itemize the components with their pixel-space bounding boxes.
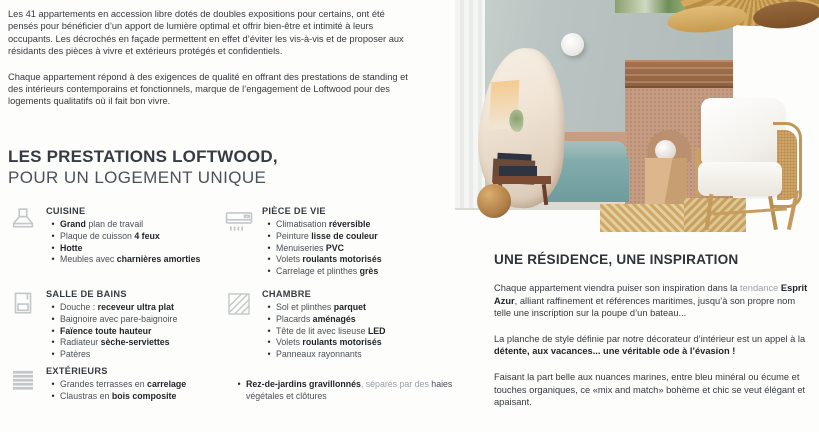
list-item	[46, 254, 220, 266]
list-item	[262, 254, 458, 266]
bullet-icon: •	[51, 390, 55, 401]
text-segment: Volets	[276, 337, 303, 348]
section-title-salle-de-bains: SALLE DE BAINS	[46, 289, 127, 299]
text-segment: Chaque appartement viendra puiser son inspiration dans la	[494, 283, 741, 293]
text-segment: Radiateur	[60, 337, 101, 348]
inspiration-paragraph-1	[494, 282, 814, 320]
kitchen-hood-icon	[8, 206, 38, 236]
prestations-title-line2: POUR UN LOGEMENT UNIQUE	[8, 168, 267, 187]
list-item-text	[60, 302, 174, 314]
bullet-icon: •	[267, 230, 271, 241]
bullet-icon: •	[51, 230, 55, 241]
text-segment: Plaque de cuisson	[60, 230, 135, 241]
bullet-icon: •	[267, 349, 271, 360]
inspiration-paragraph-2	[494, 333, 814, 358]
text-segment: Baignoire avec pare-baignoire	[60, 313, 178, 324]
list-item-text	[60, 254, 200, 266]
text-segment: Esprit Azur	[494, 283, 808, 306]
section-title-chambre: CHAMBRE	[262, 289, 312, 299]
air-conditioner-icon	[224, 206, 254, 236]
section-exterieurs	[8, 366, 460, 403]
list-item-text	[60, 243, 82, 255]
text-segment: Sol et plinthes	[276, 302, 334, 312]
intro-paragraph-1: Les 41 appartements en accession libre dotés de doubles expositions pour certains, ont été pensés pour bénéficier d’un apport de lumière optimal et offrir bien-être et intimité à leurs occupants. Les décrochés en façade permettent en effet d’éviter les vis-à-vis et de proposer aux résidants des pièces à vivre et extérieurs protégés et confidentiels.	[8, 9, 404, 57]
list-item	[46, 314, 220, 326]
section-title-exterieurs: EXTÉRIEURS	[46, 366, 108, 376]
section-title-cuisine: CUISINE	[46, 206, 86, 216]
list-item	[262, 349, 458, 361]
text-segment: Rez-de-jardins gravillonnés	[246, 379, 361, 389]
text-segment: détente, aux vacances... une véritable ode à l’évasion !	[494, 346, 736, 357]
text-segment: Faisant la part belle aux nuances marines, entre bleu minéral ou écume et touches organiques, ce «mix and match» bohème et chic se veut élégant et apaisant.	[494, 371, 806, 408]
text-segment: lisse de couleur	[311, 230, 378, 241]
headboard-wood-rail	[625, 60, 735, 88]
bullet-icon: •	[237, 379, 241, 389]
intro-paragraph-2: Chaque appartement répond à des exigences de qualité en offrant des prestations de standing et des intérieurs contemporains et fonctionnels, marque de l’engagement de Loftwood pour des logements qualitatifs où il fait bon vivre.	[8, 71, 408, 107]
bullet-icon: •	[51, 313, 55, 324]
section-cuisine	[8, 206, 220, 266]
inspiration-block	[494, 252, 814, 422]
bullet-icon: •	[267, 266, 271, 277]
text-segment: Menuiseries	[276, 242, 326, 253]
text-segment: réversible	[328, 219, 371, 229]
parquet-swatch-icon	[224, 289, 254, 319]
bullet-icon: •	[267, 242, 271, 253]
moodboard-photo	[455, 0, 819, 240]
text-segment: , séparés par des	[360, 379, 432, 389]
piece-de-vie-list	[262, 219, 458, 278]
text-segment: parquet	[333, 302, 366, 312]
list-item	[46, 302, 220, 314]
bullet-icon: •	[51, 379, 55, 389]
list-item-text	[60, 219, 143, 231]
list-item-text	[60, 326, 151, 338]
text-segment: Placards	[276, 313, 313, 324]
bullet-icon: •	[267, 313, 271, 324]
list-item	[262, 266, 458, 278]
list-item	[46, 337, 220, 349]
text-segment: Hotte	[60, 242, 83, 253]
list-item-text	[60, 314, 177, 326]
text-segment: roulants motorisés	[302, 337, 382, 348]
text-segment: Climatisation	[276, 219, 329, 229]
globe-wall-lamp	[561, 33, 584, 56]
inspiration-paragraph-3	[494, 371, 814, 409]
list-item	[262, 326, 458, 338]
text-segment: charnières amorties	[116, 254, 201, 265]
bullet-icon: •	[267, 302, 271, 312]
wooden-sphere	[477, 184, 511, 218]
list-item-text	[60, 379, 186, 391]
text-segment: Meubles avec	[60, 254, 117, 265]
list-item	[262, 219, 458, 231]
list-item-text	[276, 349, 362, 361]
washbasin-icon	[8, 289, 38, 319]
bullet-icon: •	[51, 302, 55, 312]
exterieurs-list-col2	[232, 379, 460, 403]
bullet-icon: •	[51, 242, 55, 253]
text-segment: Grand	[60, 219, 86, 229]
list-item-text	[246, 379, 460, 403]
list-item	[46, 379, 232, 391]
text-segment: plan de travail	[85, 219, 144, 229]
list-item-text	[276, 314, 356, 326]
list-item	[46, 349, 220, 361]
section-title-piece-de-vie: PIÈCE DE VIE	[262, 206, 326, 216]
bullet-icon: •	[51, 349, 55, 360]
list-item-text	[60, 337, 170, 349]
list-item-text	[276, 326, 386, 338]
text-segment: Panneaux rayonnants	[276, 349, 362, 360]
list-item	[262, 302, 458, 314]
text-segment: Douche :	[60, 302, 98, 312]
list-item	[46, 326, 220, 338]
list-item	[46, 219, 220, 231]
stool-books	[499, 166, 537, 176]
curtain	[455, 0, 485, 208]
bullet-icon: •	[267, 337, 271, 348]
prestations-title-line1: LES PRESTATIONS LOFTWOOD,	[8, 147, 278, 166]
list-item	[232, 379, 460, 403]
list-item-text	[60, 391, 176, 403]
list-item-text	[60, 349, 90, 361]
text-segment: Tête de lit avec liseuse	[276, 325, 368, 336]
text-segment: La planche de style définie par notre décorateur d’intérieur est un appel à la	[494, 333, 806, 344]
prestations-title	[8, 146, 278, 188]
wood-stool	[493, 176, 551, 184]
list-item-text	[276, 266, 378, 278]
text-segment: LED	[367, 325, 386, 336]
section-piece-de-vie	[224, 206, 458, 278]
text-segment: grès	[359, 266, 379, 277]
text-segment: Patères	[60, 349, 91, 360]
bullet-icon: •	[51, 219, 55, 229]
text-segment: PVC	[325, 242, 344, 253]
list-item	[262, 243, 458, 255]
list-item-text	[60, 231, 160, 243]
text-segment: bois composite	[111, 390, 177, 401]
mirror-plant-reflection	[509, 109, 524, 132]
bullet-icon: •	[51, 325, 55, 336]
list-item-text	[276, 243, 344, 255]
bullet-icon: •	[51, 254, 55, 265]
bullet-icon: •	[51, 337, 55, 348]
text-segment: Carrelage et plinthes	[276, 266, 360, 277]
text-segment: 4 feux	[134, 230, 160, 241]
inspiration-title: UNE RÉSIDENCE, UNE INSPIRATION	[494, 252, 739, 267]
list-item	[46, 231, 220, 243]
cube-side-table	[645, 158, 687, 204]
armchair-seat-cushion	[698, 162, 782, 196]
list-item-text	[276, 302, 366, 314]
list-item-text	[276, 337, 382, 349]
herringbone-rug-left	[600, 204, 684, 232]
text-segment: Grandes terrasses en	[60, 379, 148, 389]
text-segment: roulants motorisés	[302, 254, 382, 265]
list-item	[262, 337, 458, 349]
list-item-text	[276, 219, 370, 231]
exterieurs-list-col1	[46, 379, 232, 403]
list-item	[262, 314, 458, 326]
text-segment: , alliant raffinement et références maritimes, jusqu’à son propre nom telle une inscription sur la poupe d’un bateau...	[494, 295, 796, 319]
chambre-list	[262, 302, 458, 361]
text-segment: Claustras en	[60, 390, 112, 401]
intro-text-block	[8, 8, 412, 121]
bullet-icon: •	[267, 325, 271, 336]
claustra-slats-icon	[8, 366, 38, 396]
list-item	[46, 243, 220, 255]
section-chambre	[224, 289, 458, 361]
text-segment: haies végétales et clôtures	[246, 379, 453, 401]
section-salle-de-bains	[8, 289, 220, 361]
text-segment: carrelage	[147, 379, 187, 389]
cuisine-list	[46, 219, 220, 266]
text-segment: aménagés	[312, 313, 356, 324]
list-item-text	[276, 254, 382, 266]
text-segment: sèche-serviettes	[100, 337, 170, 348]
list-item	[46, 391, 232, 403]
text-segment: tendance	[740, 283, 779, 293]
bullet-icon: •	[267, 219, 271, 229]
text-segment: receveur ultra plat	[97, 302, 174, 312]
text-segment: Peinture	[276, 230, 312, 241]
list-item	[262, 231, 458, 243]
list-item-text	[276, 231, 378, 243]
bullet-icon: •	[267, 254, 271, 265]
text-segment: Faïence toute hauteur	[60, 325, 152, 336]
text-segment: Volets	[276, 254, 303, 265]
salle-de-bains-list	[46, 302, 220, 361]
